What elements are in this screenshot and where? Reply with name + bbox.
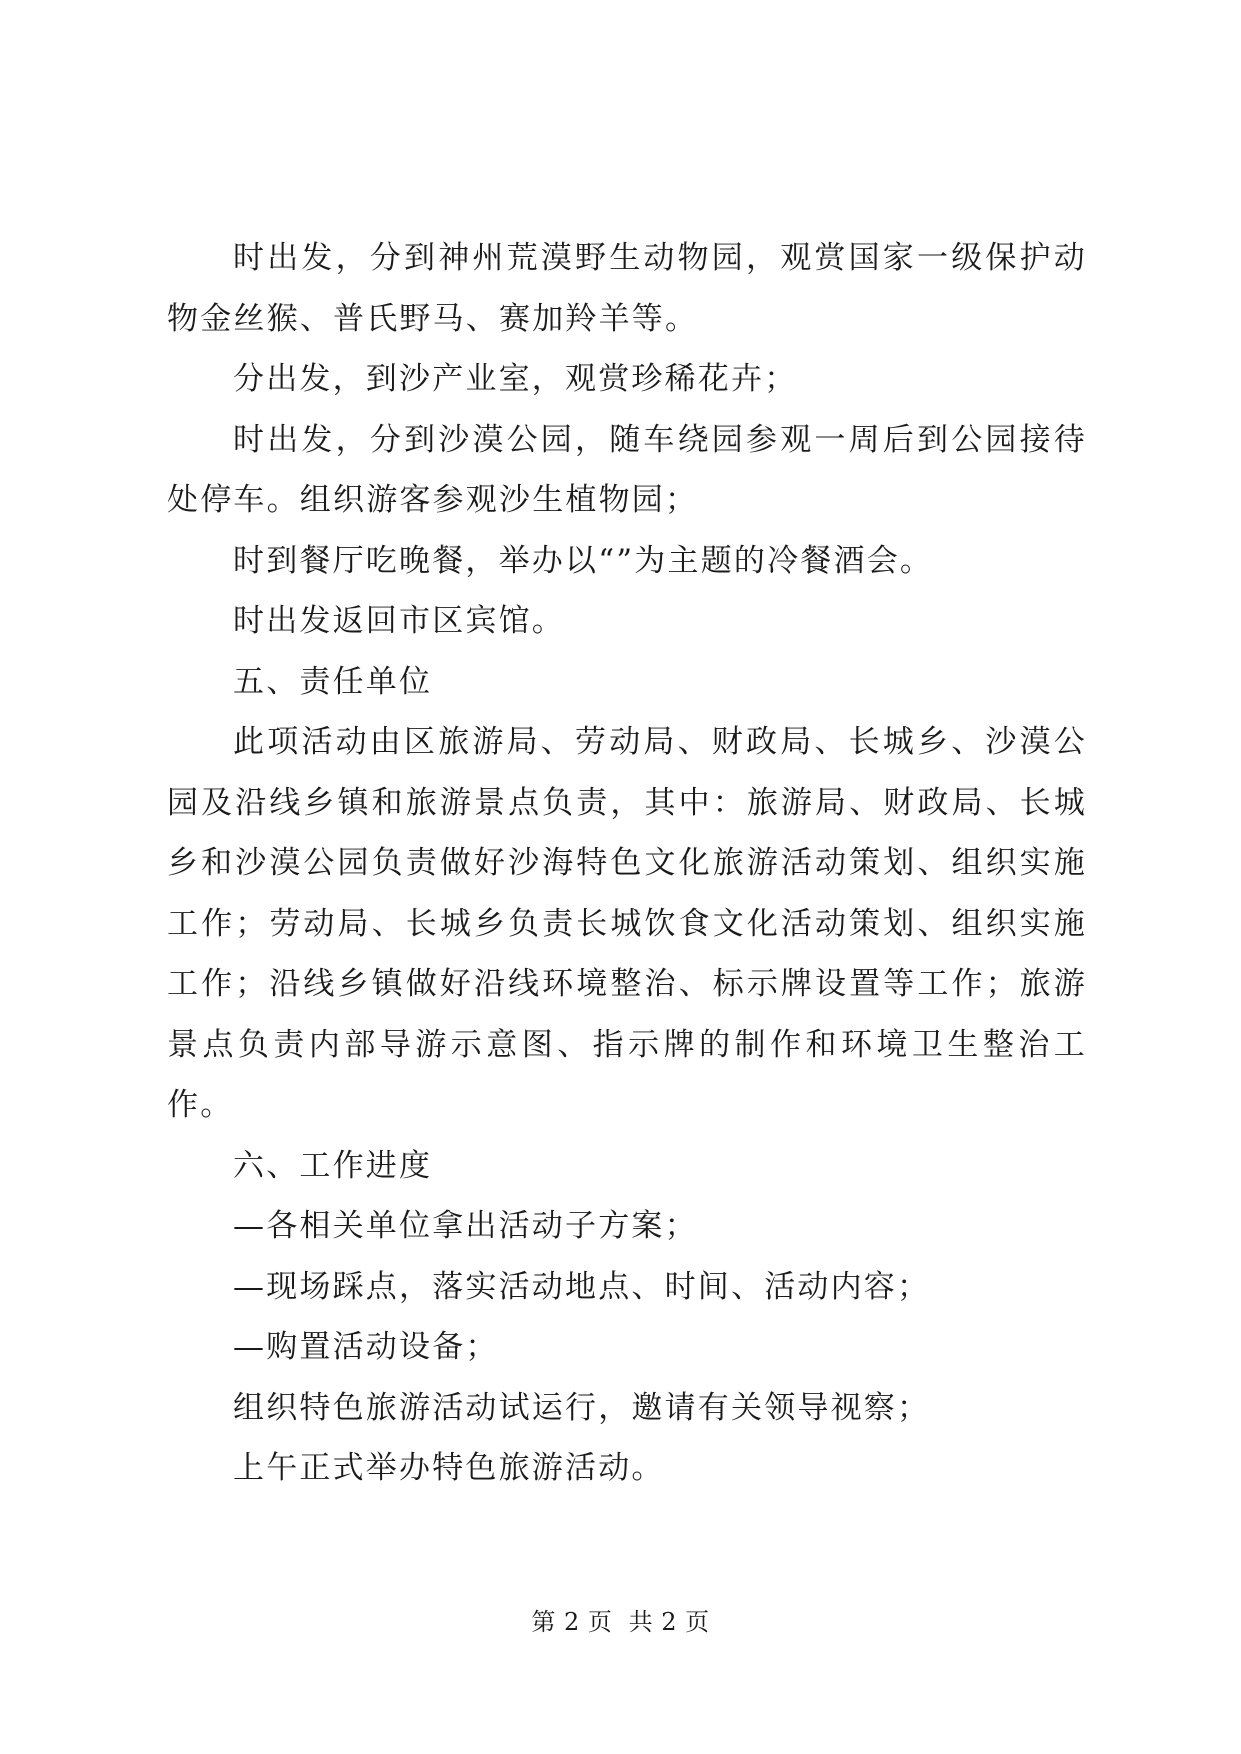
paragraph-desert-park: 时出发，分到沙漠公园，随车绕园参观一周后到公园接待处停车。组织游客参观沙生植物园； [167,421,1087,518]
document-body [167,228,1087,1499]
paragraph-responsibility: 此项活动由区旅游局、劳动局、财政局、长城乡、沙漠公园及沿线乡镇和旅游景点负责，其中：旅游局、财政局、长城乡和沙漠公园负责做好沙海特色文化旅游活动策划、组织实施工作；劳动局、长城乡负责长城饮食文化活动策划、组织实施工作；沿线乡镇做好沿线环境整治、标示牌设置等工作；旅游景点负责内部导游示意图、指示牌的制作和环境卫生整治工作。 [167,724,1087,1123]
progress-item-site-survey: —现场踩点，落实活动地点、时间、活动内容； [233,1268,931,1305]
progress-item-equipment: —购置活动设备； [233,1329,499,1365]
page-number-footer: 第 2 页 共 2 页 [531,1608,710,1636]
progress-item-official-event: 上午正式举办特色旅游活动。 [233,1450,665,1486]
paragraph-departure-zoo: 时出发，分到神州荒漠野生动物园，观赏国家一级保护动物金丝猴、普氏野马、赛加羚羊等。 [167,240,1087,337]
paragraph-dinner: 时到餐厅吃晚餐，举办以“”为主题的冷餐酒会。 [233,542,934,579]
section-heading-responsibility: 五、责任单位 [233,663,433,700]
progress-item-sub-plans: —各相关单位拿出活动子方案； [233,1208,698,1244]
section-heading-progress: 六、工作进度 [233,1147,433,1184]
paragraph-desert-industry: 分出发，到沙产业室，观赏珍稀花卉； [233,361,798,397]
paragraph-return: 时出发返回市区宾馆。 [233,603,565,639]
progress-item-trial-run: 组织特色旅游活动试运行，邀请有关领导视察； [233,1389,931,1426]
